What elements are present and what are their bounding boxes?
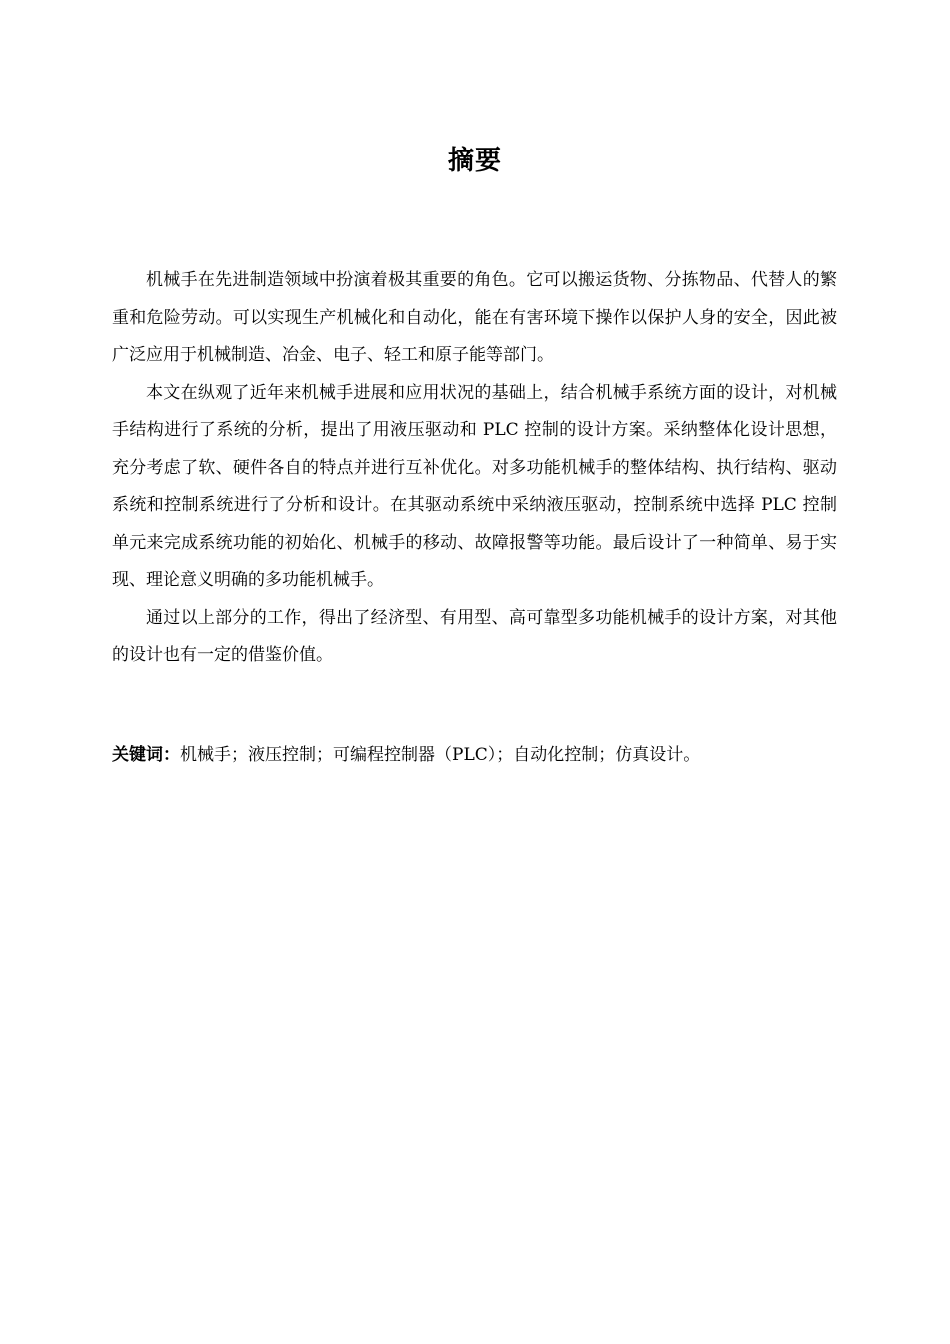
abstract-body — [112, 262, 837, 675]
abstract-paragraph-1: 机械手在先进制造领域中扮演着极其重要的角色。它可以搬运货物、分拣物品、代替人的繁重和危险劳动。可以实现生产机械化和自动化，能在有害环境下操作以保护人身的安全，因此被广泛应用于机械制造、冶金、电子、轻工和原子能等部门。 — [112, 270, 837, 365]
keywords-text: 机械手；液压控制；可编程控制器（PLC）；自动化控制；仿真设计。 — [180, 745, 701, 765]
abstract-paragraph-3: 通过以上部分的工作，得出了经济型、有用型、高可靠型多功能机械手的设计方案，对其他的设计也有一定的借鉴价值。 — [112, 607, 837, 665]
abstract-title: 摘要 — [447, 146, 502, 176]
keywords-label: 关键词： — [112, 745, 180, 765]
keywords-line — [112, 737, 837, 775]
abstract-paragraph-2: 本文在纵观了近年来机械手进展和应用状况的基础上，结合机械手系统方面的设计，对机械手结构进行了系统的分析，提出了用液压驱动和 PLC 控制的设计方案。采纳整体化设计思想，充分考虑了软、硬件各自的特点并进行互补优化。对多功能机械手的整体结构、执行结构、驱动系统和控制系统进行了分析和设计。在其驱动系统中采纳液压驱动，控制系统中选择 PLC 控制单元来完成系统功能的初始化、机械手的移动、故障报警等功能。最后设计了一种简单、易于实现、理论意义明确的多功能机械手。 — [112, 382, 837, 590]
